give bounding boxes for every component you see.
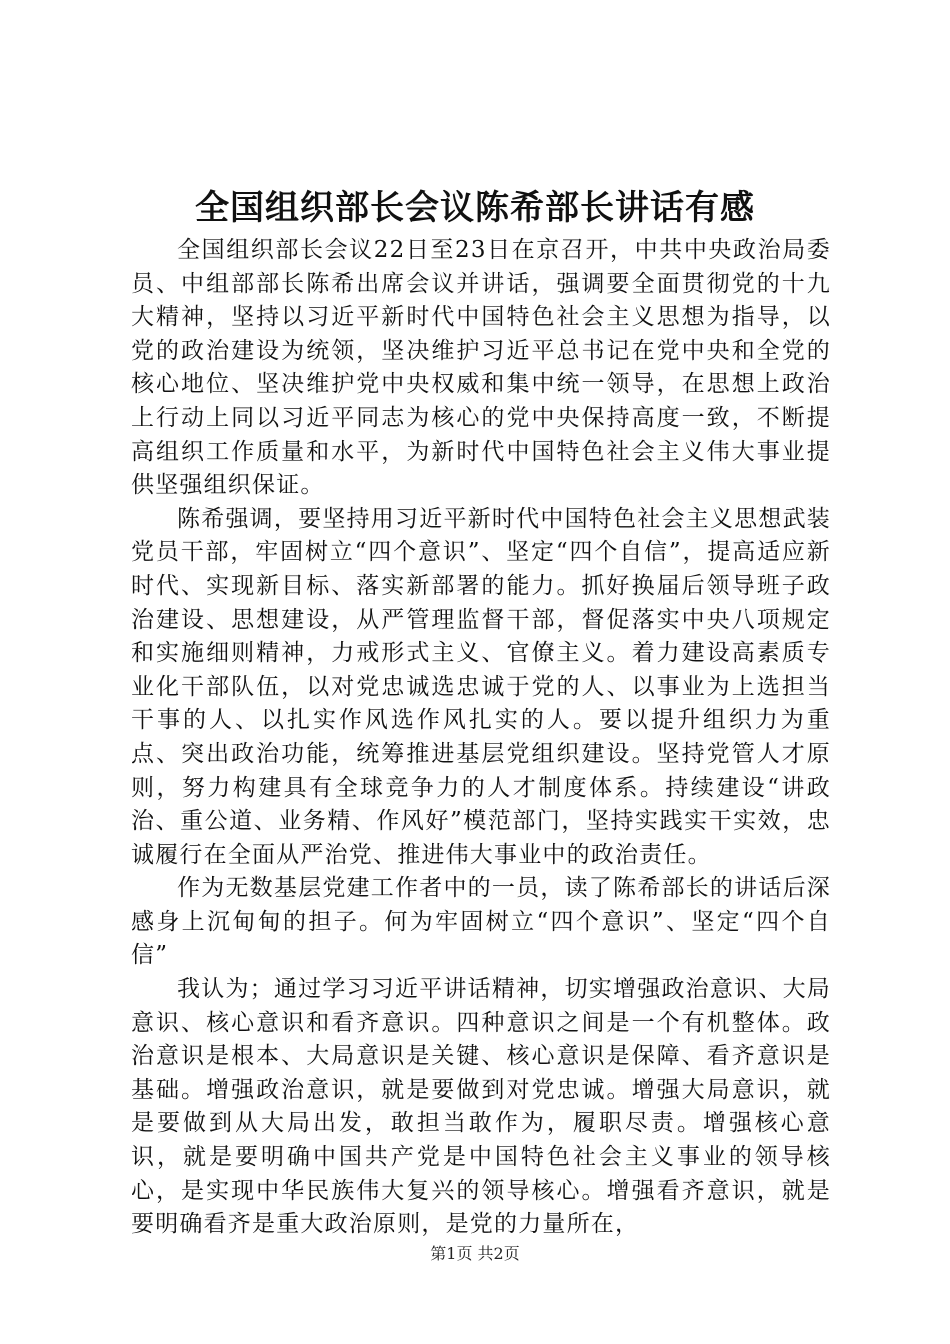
- page-number-footer: 第1页 共2页: [430, 1244, 520, 1263]
- document-body: [131, 234, 831, 1242]
- paragraph-4: 我认为；通过学习习近平讲话精神，切实增强政治意识、大局意识、核心意识和看齐意识。四种意识之间是一个有机整体。政治意识是根本、大局意识是关键、核心意识是保障、看齐意识是基础。增强政治意识，就是要做到对党忠诚。增强大局意识，就是要做到从大局出发，敢担当敢作为，履职尽责。增强核心意识，就是要明确中国共产党是中国特色社会主义事业的领导核心，是实现中华民族伟大复兴的领导核心。增强看齐意识，就是要明确看齐是重大政治原则，是党的力量所在，: [131, 976, 831, 1238]
- paragraph-3: 作为无数基层党建工作者中的一员，读了陈希部长的讲话后深感身上沉甸甸的担子。何为牢固树立“四个意识”、坚定“四个自信”: [131, 875, 831, 969]
- document-title: 全国组织部长会议陈希部长讲话有感: [195, 188, 755, 228]
- paragraph-1: 全国组织部长会议22日至23日在京召开，中共中央政治局委员、中组部部长陈希出席会议并讲话，强调要全面贯彻党的十九大精神，坚持以习近平新时代中国特色社会主义思想为指导，以党的政治建设为统领，坚决维护习近平总书记在党中央和全党的核心地位、坚决维护党中央权威和集中统一领导，在思想上政治上行动上同以习近平同志为核心的党中央保持高度一致，不断提高组织工作质量和水平，为新时代中国特色社会主义伟大事业提供坚强组织保证。: [131, 237, 831, 499]
- paragraph-2: 陈希强调，要坚持用习近平新时代中国特色社会主义思想武装党员干部，牢固树立“四个意识”、坚定“四个自信”，提高适应新时代、实现新目标、落实新部署的能力。抓好换届后领导班子政治建设、思想建设，从严管理监督干部，督促落实中央八项规定和实施细则精神，力戒形式主义、官僚主义。着力建设高素质专业化干部队伍，以对党忠诚选忠诚于党的人、以事业为上选担当干事的人、以扎实作风选作风扎实的人。要以提升组织力为重点、突出政治功能，统筹推进基层党组织建设。坚持党管人才原则，努力构建具有全球竞争力的人才制度体系。持续建设“讲政治、重公道、业务精、作风好”模范部门，坚持实践实干实效，忠诚履行在全面从严治党、推进伟大事业中的政治责任。: [131, 505, 831, 868]
